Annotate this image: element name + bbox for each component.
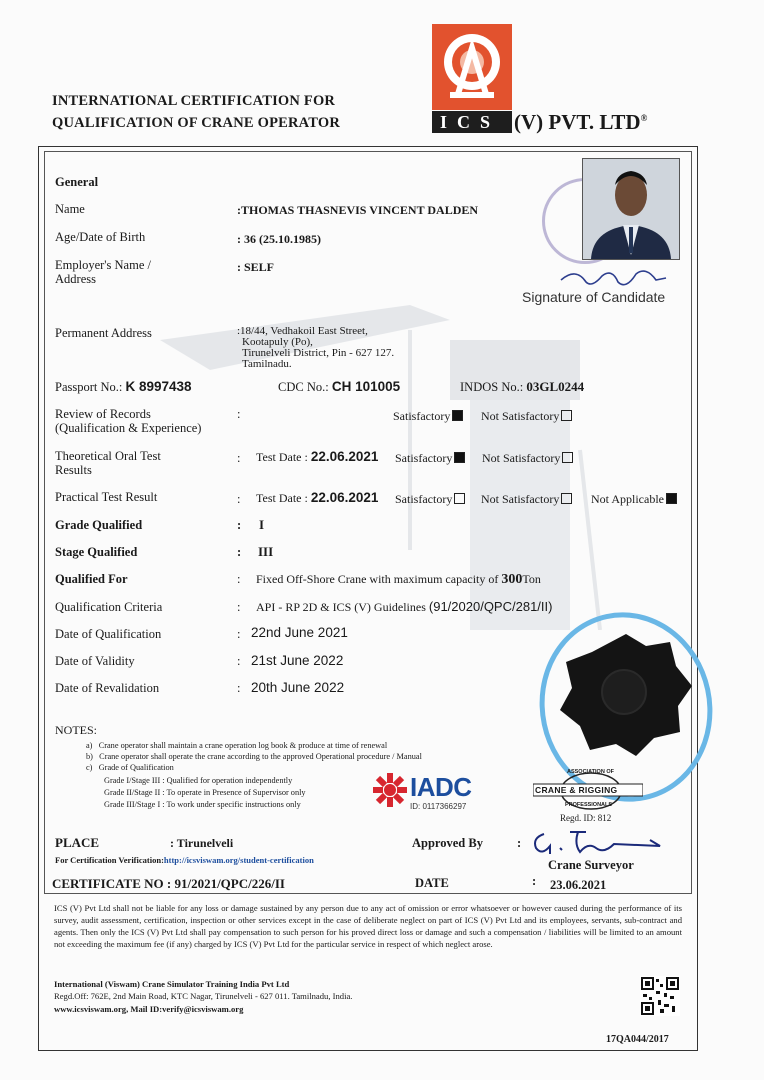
date-qualification-colon: : xyxy=(237,627,241,641)
criteria-ref: (91/2020/QPC/281/II) xyxy=(428,599,553,614)
address-line: Tamilnadu. xyxy=(242,358,292,370)
employer-label xyxy=(55,258,151,286)
address-label: Permanent Address xyxy=(55,326,152,340)
checkbox-empty-icon xyxy=(454,493,465,504)
practical-test-date-label: Test Date : xyxy=(256,491,308,505)
document-title xyxy=(52,90,340,134)
age-label: Age/Date of Birth xyxy=(55,230,146,244)
registered-mark: ® xyxy=(640,113,648,123)
grade-colon: : xyxy=(237,518,242,532)
theory-label xyxy=(55,449,161,477)
checkbox-empty-icon xyxy=(562,452,573,463)
qualified-for-label: Qualified For xyxy=(55,572,128,586)
stage-value: III xyxy=(258,544,274,559)
review-colon: : xyxy=(237,407,241,421)
practical-label: Practical Test Result xyxy=(55,490,158,504)
date-qualification-label: Date of Qualification xyxy=(55,627,162,641)
date-qualification-value: 22nd June 2021 xyxy=(251,625,348,640)
company-letters: ICS xyxy=(432,111,512,133)
checkbox-empty-icon xyxy=(561,410,572,421)
passport-value: K 8997438 xyxy=(125,379,192,394)
indos-label: INDOS No.: xyxy=(460,380,524,394)
crane-hook-logo-icon xyxy=(432,24,512,110)
footer-address: Regd.Off: 762E, 2nd Main Road, KTC Nagar, Tirunelveli - 627 011. Tamilnadu, India. xyxy=(54,991,353,1001)
certificate-no xyxy=(52,876,285,892)
date-label: DATE xyxy=(415,876,449,890)
practical-test-date-value: 22.06.2021 xyxy=(310,490,379,505)
criteria-text: API - RP 2D & ICS (V) Guidelines xyxy=(256,600,426,614)
verification-line xyxy=(55,855,314,865)
iadc-id: ID: 0117366297 xyxy=(410,802,467,811)
footer-web: www.icsviswam.org, Mail ID:verify@icsviswam.org xyxy=(54,1004,244,1014)
crane-rigging-association-badge xyxy=(533,770,643,812)
passport-label: Passport No.: xyxy=(55,380,123,394)
checkbox-checked-icon xyxy=(452,410,463,421)
qualified-for-capacity: 300 xyxy=(501,572,523,587)
association-line-3: PROFESSIONALS xyxy=(565,802,613,808)
place-value: : Tirunelveli xyxy=(170,836,234,850)
age-value: : 36 (25.10.1985) xyxy=(237,232,321,246)
date-revalidation-label: Date of Revalidation xyxy=(55,681,160,695)
footer-org: International (Viswam) Crane Simulator Training India Pvt Ltd xyxy=(54,979,290,989)
review-not-satisfactory-text: Not Satisfactory xyxy=(481,409,560,423)
ics-logo xyxy=(432,24,512,110)
practical-colon: : xyxy=(237,492,241,506)
qualified-for-colon: : xyxy=(237,572,241,586)
indos-value: 03GL0244 xyxy=(526,379,585,394)
practical-not-satisfactory-text: Not Satisfactory xyxy=(481,492,560,506)
cdc-value: CH 101005 xyxy=(331,379,401,394)
review-label-1: Review of Records xyxy=(55,407,151,421)
stage-colon: : xyxy=(237,545,242,559)
disclaimer-text: ICS (V) Pvt Ltd shall not be liable for any loss or damage sustained by any person due to any act of omission or error whatsoever or however caused during the performance of its survey, audit assessment, certification, inspection or other services except in the case of deliberate neglect on part of ICS (V) Pvt Ltd and its employees, servants, sub-contract and agents. Then only the ICS (V) Pvt Ltd shall pay compensation to such person for his proved direct loss or damage and such a compensation / liabilities will be limited to an amount not exceeding the maximum fee (if any) charged by ICS (V) Pvt Ltd for the particular service in respect of which neglect arose. xyxy=(54,903,682,949)
signature-caption: Signature of Candidate xyxy=(522,289,666,305)
theory-satisfactory-text: Satisfactory xyxy=(395,451,453,465)
date-revalidation-colon: : xyxy=(237,681,241,695)
association-line-2: CRANE & RIGGING xyxy=(535,785,618,795)
theory-test-date xyxy=(256,450,378,464)
theory-test-date-value: 22.06.2021 xyxy=(310,449,379,464)
address-line: Kootapuly (Po), xyxy=(242,336,313,348)
practical-not-applicable xyxy=(591,492,677,506)
cdc-label: CDC No.: xyxy=(278,380,329,394)
company-suffix-text: (V) PVT. LTD xyxy=(514,110,641,134)
qualified-for-unit: Ton xyxy=(522,572,541,586)
place-label: PLACE xyxy=(55,835,100,850)
theory-satisfactory xyxy=(395,451,465,465)
title-line-1: INTERNATIONAL CERTIFICATION FOR xyxy=(52,93,336,109)
indos-row xyxy=(460,380,584,394)
qualified-for-value xyxy=(256,572,541,587)
grade-value: I xyxy=(259,517,265,532)
company-suffix xyxy=(514,110,647,135)
date-validity-value: 21st June 2022 xyxy=(251,653,344,668)
employer-value: : SELF xyxy=(237,260,275,274)
stage-label: Stage Qualified xyxy=(55,545,138,559)
employer-label-2: Address xyxy=(55,272,96,286)
checkbox-checked-icon xyxy=(666,493,677,504)
grade-note: Grade III/Stage I : To work under specific instructions only xyxy=(104,800,301,809)
date-validity-label: Date of Validity xyxy=(55,654,135,668)
review-not-satisfactory xyxy=(481,409,572,423)
grade-note: Grade I/Stage III : Qualified for operation independently xyxy=(104,776,293,785)
practical-satisfactory xyxy=(395,492,465,506)
note-key: a) xyxy=(86,741,93,750)
date-colon: : xyxy=(532,874,537,888)
review-satisfactory-text: Satisfactory xyxy=(393,409,451,423)
checkbox-checked-icon xyxy=(454,452,465,463)
note-text: Crane operator shall operate the crane according to the approved Operational procedure / Manual xyxy=(99,752,422,761)
name-label: Name xyxy=(55,202,85,216)
note-item xyxy=(86,763,174,773)
theory-label-1: Theoretical Oral Test xyxy=(55,449,161,463)
criteria-value xyxy=(256,600,552,614)
name-value: :THOMAS THASNEVIS VINCENT DALDEN xyxy=(237,203,479,217)
certificate-no-value: 91/2021/QPC/226/II xyxy=(174,876,285,891)
association-line-1: ASSOCIATION OF xyxy=(567,769,614,775)
address-line: Tirunelveli District, Pin - 627 127. xyxy=(242,347,395,359)
surveyor-signature-icon xyxy=(530,826,670,860)
practical-test-date xyxy=(256,491,378,505)
practical-not-satisfactory xyxy=(481,492,572,506)
checkbox-empty-icon xyxy=(561,493,572,504)
approved-by-colon: : xyxy=(517,836,522,850)
employer-label-1: Employer's Name / xyxy=(55,258,151,272)
note-text: Grade of Qualification xyxy=(98,763,174,772)
criteria-colon: : xyxy=(237,600,241,614)
association-reg-id: Regd. ID: 812 xyxy=(560,813,612,823)
verification-label: For Certification Verification: xyxy=(55,855,164,865)
note-text: Crane operator shall maintain a crane operation log book & produce at time of renewal xyxy=(98,741,388,750)
passport-row xyxy=(55,380,192,394)
approved-by-label: Approved By xyxy=(412,836,483,850)
practical-satisfactory-text: Satisfactory xyxy=(395,492,453,506)
iadc-star-icon xyxy=(372,772,408,808)
title-line-2: QUALIFICATION OF CRANE OPERATOR xyxy=(52,115,341,131)
note-key: b) xyxy=(86,752,93,761)
certificate-no-label: CERTIFICATE NO : xyxy=(52,876,172,891)
date-validity-colon: : xyxy=(237,654,241,668)
theory-not-satisfactory xyxy=(482,451,573,465)
grade-note: Grade II/Stage II : To operate in Presence of Supervisor only xyxy=(104,788,306,797)
notes-title: NOTES: xyxy=(55,723,97,737)
note-item xyxy=(86,752,422,762)
qualified-for-text: Fixed Off-Shore Crane with maximum capacity of xyxy=(256,572,499,586)
iadc-name: IADC xyxy=(410,772,472,802)
review-satisfactory xyxy=(393,409,463,423)
theory-test-date-label: Test Date : xyxy=(256,450,308,464)
qr-code-icon xyxy=(640,976,680,1016)
person-photo-icon xyxy=(583,159,679,259)
cdc-row xyxy=(278,380,400,394)
note-item xyxy=(86,741,387,751)
practical-not-applicable-text: Not Applicable xyxy=(591,492,664,506)
candidate-signature-icon xyxy=(556,262,676,292)
verification-link[interactable]: http://icsviswam.org/student-certification xyxy=(163,855,314,865)
theory-not-satisfactory-text: Not Satisfactory xyxy=(482,451,561,465)
address-value xyxy=(237,326,394,370)
grade-label: Grade Qualified xyxy=(55,518,143,532)
approved-role: Crane Surveyor xyxy=(548,858,634,872)
section-general: General xyxy=(55,175,99,189)
candidate-photo xyxy=(582,158,680,260)
date-value: 23.06.2021 xyxy=(550,878,607,892)
review-label-2: (Qualification & Experience) xyxy=(55,421,202,435)
note-key: c) xyxy=(86,763,93,772)
address-line: :18/44, Vedhakoil East Street, xyxy=(237,325,368,337)
theory-colon: : xyxy=(237,451,241,465)
review-label xyxy=(55,407,201,435)
theory-label-2: Results xyxy=(55,463,92,477)
date-revalidation-value: 20th June 2022 xyxy=(251,680,345,695)
form-code: 17QA044/2017 xyxy=(606,1034,669,1045)
criteria-label: Qualification Criteria xyxy=(55,600,163,614)
